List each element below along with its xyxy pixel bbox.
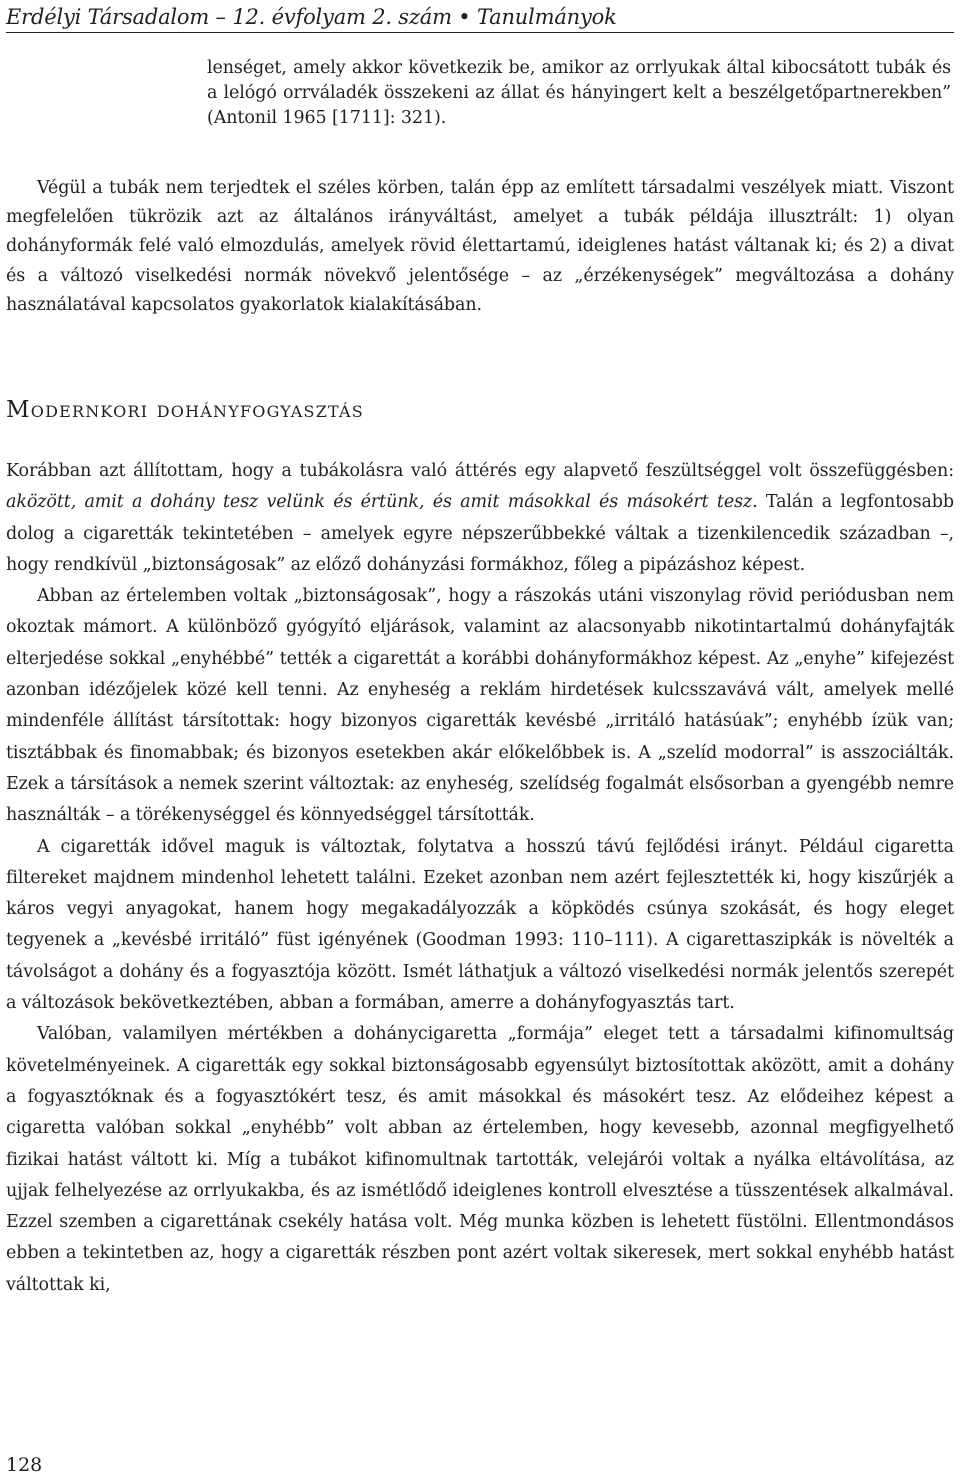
- body-paragraph-2: Abban az értelemben voltak „biztonságosak”, hogy a rászokás utáni viszonylag rövid periódusban nem okoztak mámort. A különböző gyógyító eljárások, valamint az alacsonyabb nikotintartalmú dohányfajták elterjedése sokkal „enyhébbé” tették a cigarettát a korábbi dohányformákhoz képest. Az „enyhe” kifejezést azonban idézőjelek közé kell tenni. Az enyheség a reklám hirdetések kulcsszavává vált, amelyek mellé mindenféle állítást társítottak: hogy bizonyos cigaretták kevésbé „irritáló hatásúak”; enyhébb ízük van; tisztábbak és finomabbak; és bizonyos esetekben akár előkelőbbek is. A „szelíd modorral” is asszociálták. Ezek a társítások a nemek szerint változtak: az enyheség, szelídség fogalmát elsősorban a gyengébb nemre használták – a törékenységgel és könnyedséggel társították.: [6, 586, 954, 826]
- body-paragraph-3: A cigaretták idővel maguk is változtak, folytatva a hosszú távú fejlődési irányt. Például cigaretta filtereket majdnem mindenhol lehetett találni. Ezeket azonban nem azért fejlesztették ki, hogy kiszűrjék a káros vegyi anyagokat, hanem hogy megakadályozzák a köpködés csúnya szokását, és hogy eleget tegyenek a „kevésbé irritáló” füst igényének (Goodman 1993: 110–111). A cigarettaszipkák is növelték a távolságot a dohány és a fogyasztója között. Ismét láthatjuk a változó viselkedési normák jelentős szerepét a változások bekövetkeztében, abban a formában, amerre a dohányfogyasztás tart.: [6, 836, 954, 1014]
- body-paragraph-1-start: Korábban azt állítottam, hogy a tubákolásra való áttérés egy alapvető feszültséggel volt összefüggésben:: [6, 461, 954, 481]
- body-paragraph-1-end: Talán a legfontosabb dolog a cigaretták tekintetében – amelyek egyre népszerűbbekké váltak a tizenkilencedik században –, hogy rendkívül „biztonságosak” az előző dohányzási formákhoz, főleg a pipázáshoz képest.: [6, 492, 954, 575]
- page-number: 128: [6, 1454, 43, 1476]
- running-header: [6, 2, 954, 33]
- body-paragraph-4: Valóban, valamilyen mértékben a dohánycigaretta „formája” eleget tett a társadalmi kifinomultság követelményeinek. A cigaretták egy sokkal biztonságosabb egyensúlyt biztosítottak aközött, amit a dohány a fogyasztóknak és a fogyasztókért tesz, és amit másokkal és másokért tesz. Az elődeihez képest a cigaretta valóban sokkal „enyhébb” volt abban az értelemben, hogy kevesebb, azonnal megfigyelhető fizikai hatást váltott ki. Míg a tubákot kifinomultnak tartották, velejárói voltak a nyálka eltávolítása, az ujjak felhelyezése az orrlyukakba, és az ismétlődő ideiglenes kontroll elvesztése a tüsszentések alkalmával. Ezzel szemben a cigarettának csekély hatása volt. Még munka közben is lehetett füstölni. Ellentmondásos ebben a tekintetben az, hogy a cigaretták részben pont azért voltak sikeresek, mert sokkal enyhébb hatást váltottak ki,: [6, 1024, 954, 1295]
- body-paragraph-1-emphasis: aközött, amit a dohány tesz velünk és értünk, és amit másokkal és másokért tesz.: [6, 492, 758, 513]
- block-quote: [207, 56, 951, 131]
- section-label: Tanulmányok: [476, 5, 617, 29]
- bullet-separator: •: [458, 5, 471, 29]
- section-heading: Modernkori dohányfogyasztás: [6, 397, 364, 423]
- body-text: [6, 456, 954, 1301]
- quote-text: lenséget, amely akkor következik be, amikor az orrlyukak által kibocsátott tubák és a lelógó orrváladék összekeni az állat és hányingert kelt a beszélgetőpartnerekben” (Antonil 1965 [1711]: 321).: [207, 58, 951, 128]
- body-paragraph-1: [6, 456, 954, 581]
- intro-paragraph: Végül a tubák nem terjedtek el széles körben, talán épp az említett társadalmi veszélyek miatt. Viszont megfelelően tükrözik azt az általános irányváltást, amelyet a tubák példája illusztrált: 1) olyan dohányformák felé való elmozdulás, amelyek rövid élettartamú, ideiglenes hatást váltanak ki; és 2) a divat és a változó viselkedési normák növekvő jelentősége – az „érzékenységek” megváltozása a dohány használatával kapcsolatos gyakorlatok kialakításában.: [6, 178, 954, 315]
- journal-title: Erdélyi Társadalom – 12. évfolyam 2. szám: [6, 5, 452, 29]
